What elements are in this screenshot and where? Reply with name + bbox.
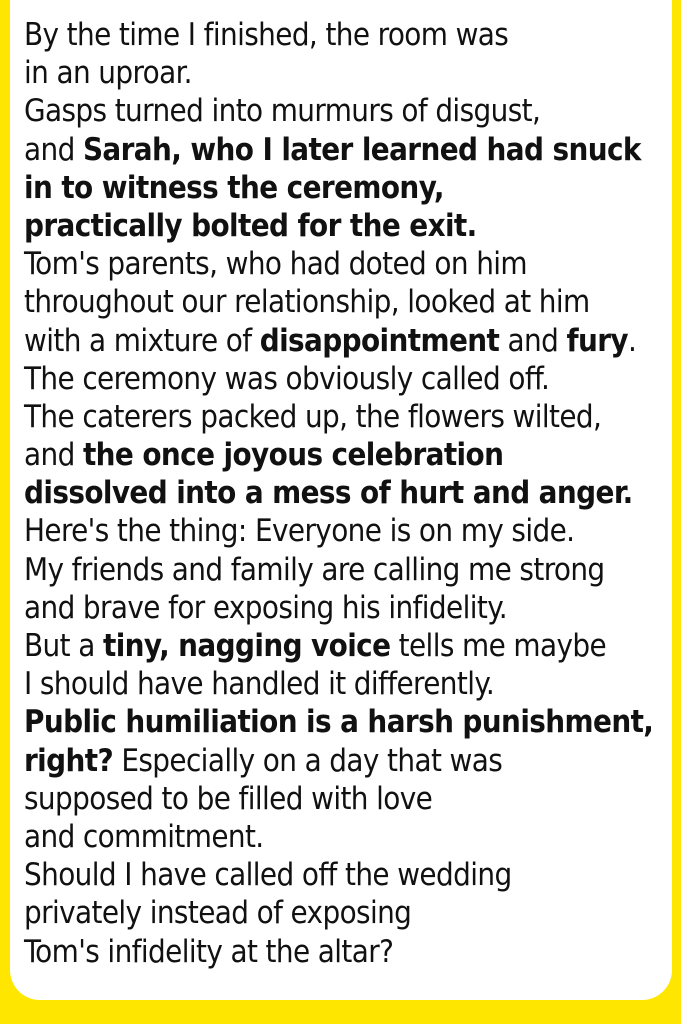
- plain-text: throughout our relationship, looked at him: [24, 284, 590, 321]
- plain-text: Here's the thing: Everyone is on my side.: [24, 513, 575, 550]
- bold-text: tiny, nagging voice: [102, 628, 391, 664]
- plain-text: .: [628, 322, 637, 359]
- story-line: [24, 627, 664, 665]
- story-line: [24, 283, 664, 321]
- plain-text: Tom's parents, who had doted on him: [24, 246, 527, 283]
- plain-text: Tom's infidelity at the altar?: [24, 933, 394, 970]
- story-line: [24, 131, 664, 169]
- story-line: [24, 16, 664, 54]
- plain-text: Especially on a day that was: [113, 742, 503, 779]
- story-line: [24, 436, 664, 474]
- bold-text: dissolved into a mess of hurt and anger.: [24, 475, 633, 512]
- plain-text: supposed to be filled with love: [24, 780, 433, 817]
- bold-text: fury: [566, 322, 629, 359]
- story-line: [24, 933, 664, 971]
- plain-text: and commitment.: [24, 818, 264, 855]
- plain-text: and: [499, 322, 567, 359]
- plain-text: Should I have called off the wedding: [24, 857, 512, 894]
- bold-text: Public humiliation is a harsh punishment,: [24, 704, 654, 741]
- plain-text: with a mixture of: [24, 322, 260, 359]
- story-line: [24, 245, 664, 283]
- bold-text: practically bolted for the exit.: [24, 207, 477, 244]
- story-line: [24, 92, 664, 130]
- story-line: [24, 322, 664, 360]
- plain-text: in an uproar.: [24, 55, 192, 92]
- story-line: [24, 703, 664, 741]
- plain-text: I should have handled it differently.: [24, 666, 495, 703]
- story-line: [24, 512, 664, 550]
- bold-text: in to witness the ceremony,: [24, 169, 444, 206]
- plain-text: tells me maybe: [390, 628, 607, 664]
- story-line: [24, 207, 664, 245]
- plain-text: My friends and family are calling me strong: [24, 551, 605, 588]
- plain-text: Gasps turned into murmurs of disgust,: [24, 93, 541, 130]
- plain-text: The caterers packed up, the flowers wilted,: [24, 398, 602, 435]
- plain-text: By the time I finished, the room was: [24, 17, 509, 53]
- story-line: [24, 54, 664, 92]
- story-line: [24, 169, 664, 207]
- story-line: [24, 474, 664, 512]
- story-line: [24, 818, 664, 856]
- plain-text: and: [24, 437, 83, 474]
- bold-text: Sarah, who I later learned had snuck: [82, 131, 641, 168]
- story-line: [24, 665, 664, 703]
- plain-text: privately instead of exposing: [24, 895, 412, 932]
- plain-text: But a: [24, 628, 103, 664]
- bold-text: right?: [24, 742, 114, 779]
- story-line: [24, 551, 664, 589]
- story-line: [24, 894, 664, 932]
- story-line: [24, 742, 664, 780]
- plain-text: The ceremony was obviously called off.: [24, 360, 550, 397]
- story-line: [24, 360, 664, 398]
- plain-text: and: [24, 131, 83, 168]
- story-line: [24, 780, 664, 818]
- bold-text: disappointment: [259, 322, 500, 359]
- story-text: [24, 16, 664, 971]
- story-line: [24, 856, 664, 894]
- story-line: [24, 589, 664, 627]
- story-card: [10, 0, 672, 1000]
- plain-text: and brave for exposing his infidelity.: [24, 589, 507, 626]
- story-line: [24, 398, 664, 436]
- bold-text: the once joyous celebration: [82, 437, 504, 474]
